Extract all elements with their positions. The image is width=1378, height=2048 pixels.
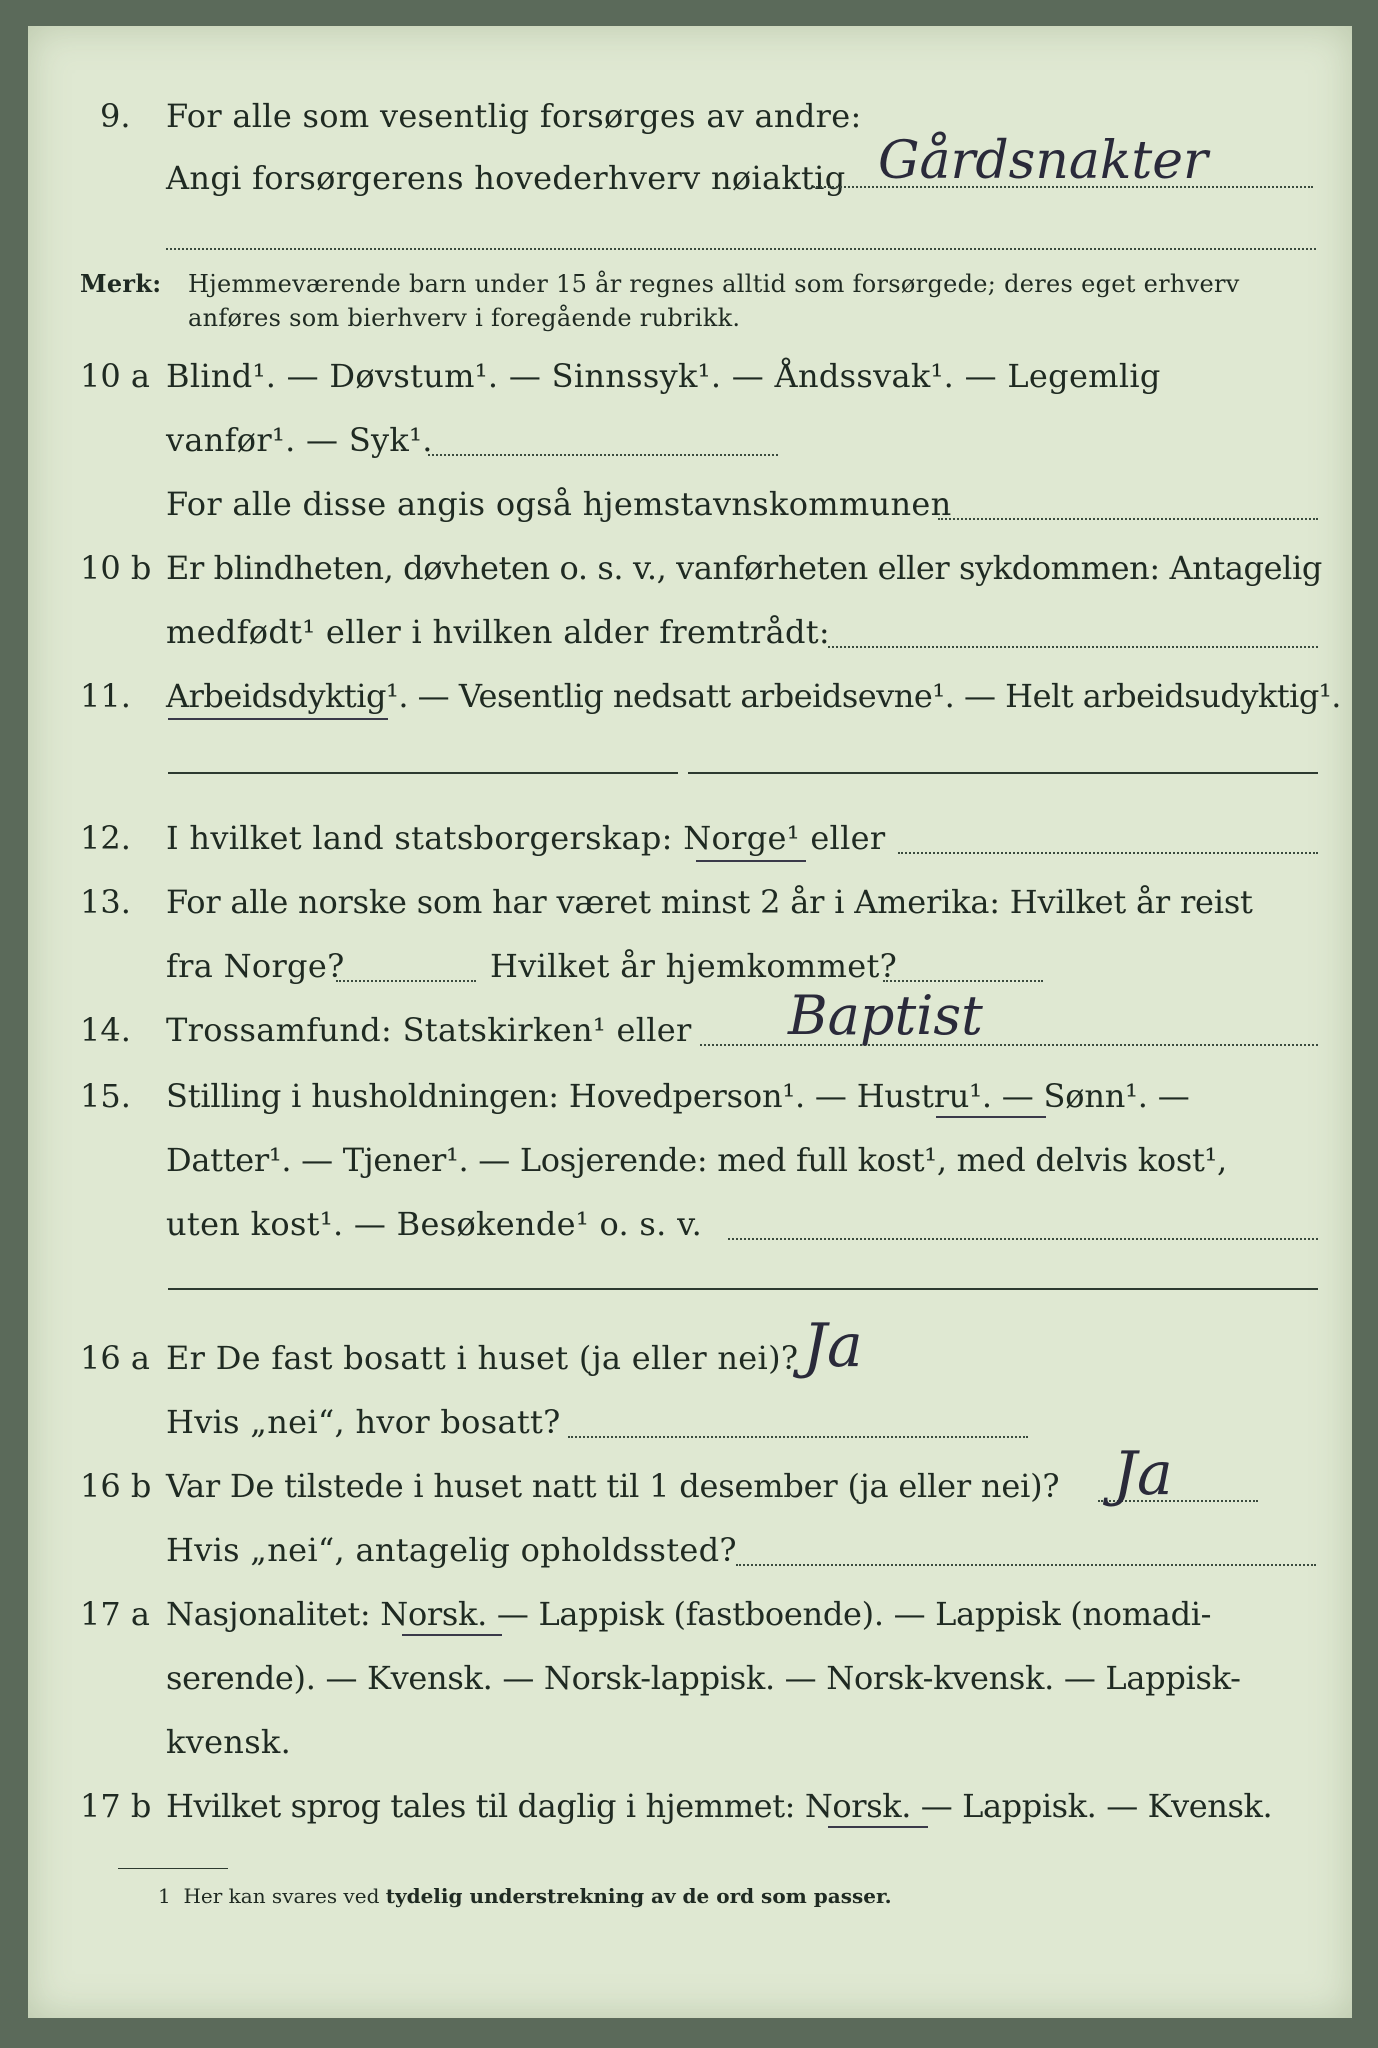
q17b-handwritten-underline	[828, 1826, 928, 1828]
q17a-line3: kvensk.	[166, 1723, 292, 1761]
q10a-number: 10 a	[80, 357, 150, 395]
q15-number: 15.	[80, 1077, 131, 1115]
q12-answer-line[interactable]	[898, 852, 1318, 854]
q13-line1: For alle norske som har været minst 2 år i Amerika: Hvilket år reist	[166, 883, 1253, 921]
merk-line2: anføres som bierhverv i foregående rubrikk.	[188, 304, 741, 332]
q13-number: 13.	[80, 883, 131, 921]
q17b-line1: Hvilket sprog tales til daglig i hjemmet: Norsk. — Lappisk. — Kvensk.	[166, 1787, 1273, 1825]
q15-line1: Stilling i husholdningen: Hovedperson¹. — Hustru¹. — Sønn¹. —	[166, 1077, 1190, 1115]
footnote-rule	[118, 1868, 228, 1869]
q16b-opholdssted-line[interactable]	[736, 1564, 1316, 1566]
q12-handwritten-underline	[696, 860, 806, 862]
q14-handwritten-answer: Baptist	[788, 984, 983, 1047]
q10b-line1: Er blindheten, døvheten o. s. v., vanførheten eller sykdommen: Antagelig	[166, 549, 1322, 587]
q14-number: 14.	[80, 1011, 131, 1049]
q9-extra-line[interactable]	[166, 248, 1316, 250]
q12-line1: I hvilket land statsborgerskap: Norge¹ eller	[166, 819, 886, 857]
q9-line1: For alle som vesentlig forsørges av andre:	[166, 97, 862, 135]
q9-number: 9.	[100, 97, 131, 135]
q16b-line1: Var De tilstede i huset natt til 1 desember (ja eller nei)?	[166, 1467, 1060, 1505]
q9-line2: Angi forsørgerens hovederhverv nøiaktig	[166, 159, 846, 197]
q10b-number: 10 b	[80, 549, 152, 587]
q13-line2a: fra Norge?	[166, 947, 345, 985]
q10a-line3: For alle disse angis også hjemstavnskommunen	[166, 485, 952, 523]
q16a-handwritten-answer: Ja	[803, 1311, 863, 1381]
q17a-line1: Nasjonalitet: Norsk. — Lappisk (fastboende). — Lappisk (nomadi-	[166, 1595, 1212, 1633]
q11-line1: Arbeidsdyktig¹. — Vesentlig nedsatt arbeidsevne¹. — Helt arbeidsudyktig¹.	[166, 677, 1341, 715]
q10b-answer-line[interactable]	[828, 646, 1318, 648]
q17b-number: 17 b	[80, 1787, 152, 1825]
q10a-answer-line2[interactable]	[938, 518, 1318, 520]
q10a-line1: Blind¹. — Døvstum¹. — Sinnssyk¹. — Åndssvak¹. — Legemlig	[166, 357, 1161, 395]
q16b-number: 16 b	[80, 1467, 152, 1505]
q11-extra-line-b[interactable]	[688, 772, 1318, 774]
q13-line2b: Hvilket år hjemkommet?	[490, 947, 898, 985]
q16a-answer-line[interactable]	[568, 1436, 1028, 1438]
q16a-line2: Hvis „nei“, hvor bosatt?	[166, 1403, 561, 1441]
footnote-text-b: tydelig understrekning av de ord som passer.	[385, 1884, 892, 1908]
q10a-answer-line1[interactable]	[428, 454, 778, 456]
q15-line2: Datter¹. — Tjener¹. — Losjerende: med full kost¹, med delvis kost¹,	[166, 1141, 1227, 1179]
q16b-handwritten-answer: Ja	[1113, 1439, 1173, 1509]
q17a-number: 17 a	[80, 1595, 150, 1633]
q11-extra-line-a[interactable]	[168, 772, 678, 774]
q13-hjemkommet-line[interactable]	[883, 980, 1043, 982]
q16a-number: 16 a	[80, 1339, 150, 1377]
q16b-line2: Hvis „nei“, antagelig opholdssted?	[166, 1531, 737, 1569]
q9-handwritten-answer: Gårdsnakter	[878, 131, 1208, 191]
q11-handwritten-underline	[168, 718, 388, 720]
merk-label: Merk:	[80, 269, 162, 298]
q15-extra-line[interactable]	[168, 1288, 1318, 1290]
q13-reist-line[interactable]	[336, 980, 476, 982]
q10a-line2: vanfør¹. — Syk¹.	[166, 421, 433, 459]
q15-line3: uten kost¹. — Besøkende¹ o. s. v.	[166, 1205, 703, 1243]
q10b-line2: medfødt¹ eller i hvilken alder fremtrådt:	[166, 613, 830, 651]
footnote	[158, 1882, 892, 1910]
q12-number: 12.	[80, 819, 131, 857]
q15-handwritten-underline	[936, 1116, 1046, 1118]
merk-line1: Hjemmeværende barn under 15 år regnes alltid som forsørgede; deres eget erhverv	[188, 270, 1240, 298]
q11-number: 11.	[80, 677, 131, 715]
q14-line1: Trossamfund: Statskirken¹ eller	[166, 1011, 692, 1049]
q17a-line2: serende). — Kvensk. — Norsk-lappisk. — Norsk-kvensk. — Lappisk-	[166, 1659, 1241, 1697]
footnote-mark: 1	[158, 1884, 171, 1908]
footnote-text-a: Her kan svares ved	[183, 1884, 386, 1908]
q16a-line1: Er De fast bosatt i huset (ja eller nei)?	[166, 1339, 799, 1377]
census-form-page	[28, 26, 1352, 2018]
q17a-handwritten-underline	[402, 1634, 502, 1636]
q15-answer-line[interactable]	[728, 1238, 1318, 1240]
